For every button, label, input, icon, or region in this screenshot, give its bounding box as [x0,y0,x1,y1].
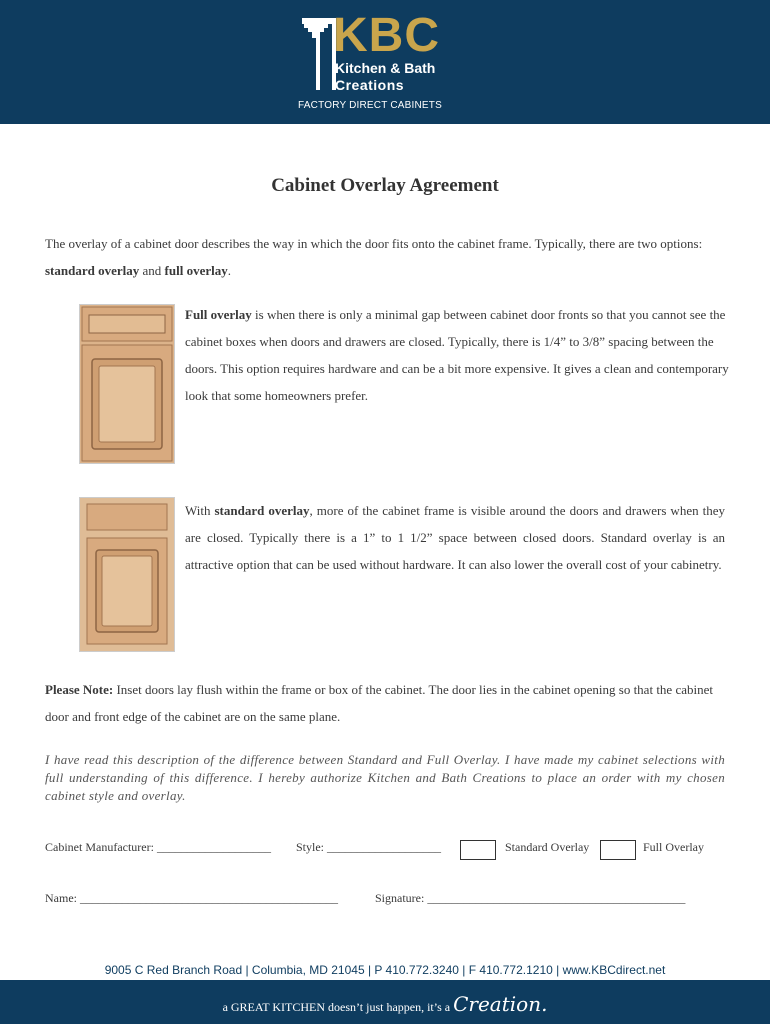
intro-text-3: . [227,263,231,278]
logo-letters: KBC [333,9,440,62]
footer-address: 9005 C Red Branch Road | Columbia, MD 21045 | P 410.772.3240 | F 410.772.1210 | www.KBCdirect.net [104,963,666,977]
full-overlay-paragraph [185,301,730,409]
agreement-statement: I have read this description of the difference between Standard and Full Overlay. I have made my cabinet selections with full understanding of this difference. I hereby authorize Kitchen and Bath Creations to place an order with my chosen cabinet style and overlay. [45,752,725,803]
full-overlay-text: is when there is only a minimal gap between cabinet door fronts so that you cannot see the cabinet boxes when doors and drawers are closed. Typically, there is 1/4” to 3/8” spacing between the doors. This option requires hardware and can be a bit more expensive. It gives a clean and contemporary look that some homeowners prefer. [185,307,729,403]
name-field[interactable]: Name: ___________________________________________ [45,891,338,905]
logo-name-line2: Creations [335,77,405,93]
cabinet-manufacturer-field[interactable]: Cabinet Manufacturer: ___________________ [45,840,271,854]
slogan-text: a GREAT KITCHEN doesn’t just happen, it’s a [222,1000,451,1014]
intro-text-1: The overlay of a cabinet door describes the way in which the door fits onto the cabinet frame. Typically, there are two options: [45,236,703,251]
standard-overlay-door-image [79,497,175,652]
standard-overlay-text-2: , more of the cabinet frame is visible around the doors and drawers when they are closed. Typically there is a 1” to 1 1/2” space between closed doors. Standard overlay is an attractive option that can be used without hardware. It can also lower the overall cost of your cabinetry. [185,503,725,572]
slogan-creation-script: Creation. [453,992,548,1016]
style-field[interactable]: Style: ___________________ [296,840,442,854]
full-overlay-door-image [79,304,175,464]
footer-banner [0,980,770,1024]
header-banner [0,0,770,124]
standard-overlay-text-1: With [185,503,215,518]
intro-paragraph [45,230,735,284]
please-note-text: Inset doors lay flush within the frame or box of the cabinet. The door lies in the cabinet opening so that the cabinet door and front edge of the cabinet are on the same plane. [45,682,713,724]
full-overlay-term: Full overlay [185,307,252,322]
please-note-label: Please Note: [45,682,114,697]
full-overlay-label: Full Overlay [643,840,704,854]
please-note-paragraph [45,676,735,730]
footer-slogan [0,992,770,1016]
standard-overlay-term: standard overlay [214,503,310,518]
intro-bold-full: full overlay [164,263,228,278]
intro-bold-standard: standard overlay [45,263,140,278]
column-logo-icon [302,18,336,90]
logo-tagline: FACTORY DIRECT CABINETS [298,100,442,111]
intro-text-2: and [139,263,165,278]
page-title: Cabinet Overlay Agreement [271,175,499,196]
signature-field[interactable]: Signature: ___________________________________________ [375,891,686,905]
logo-name-line1: Kitchen & Bath [335,60,436,76]
standard-overlay-label: Standard Overlay [505,840,590,854]
full-overlay-checkbox[interactable] [600,840,636,860]
standard-overlay-paragraph [185,497,725,578]
standard-overlay-checkbox[interactable] [460,840,496,860]
